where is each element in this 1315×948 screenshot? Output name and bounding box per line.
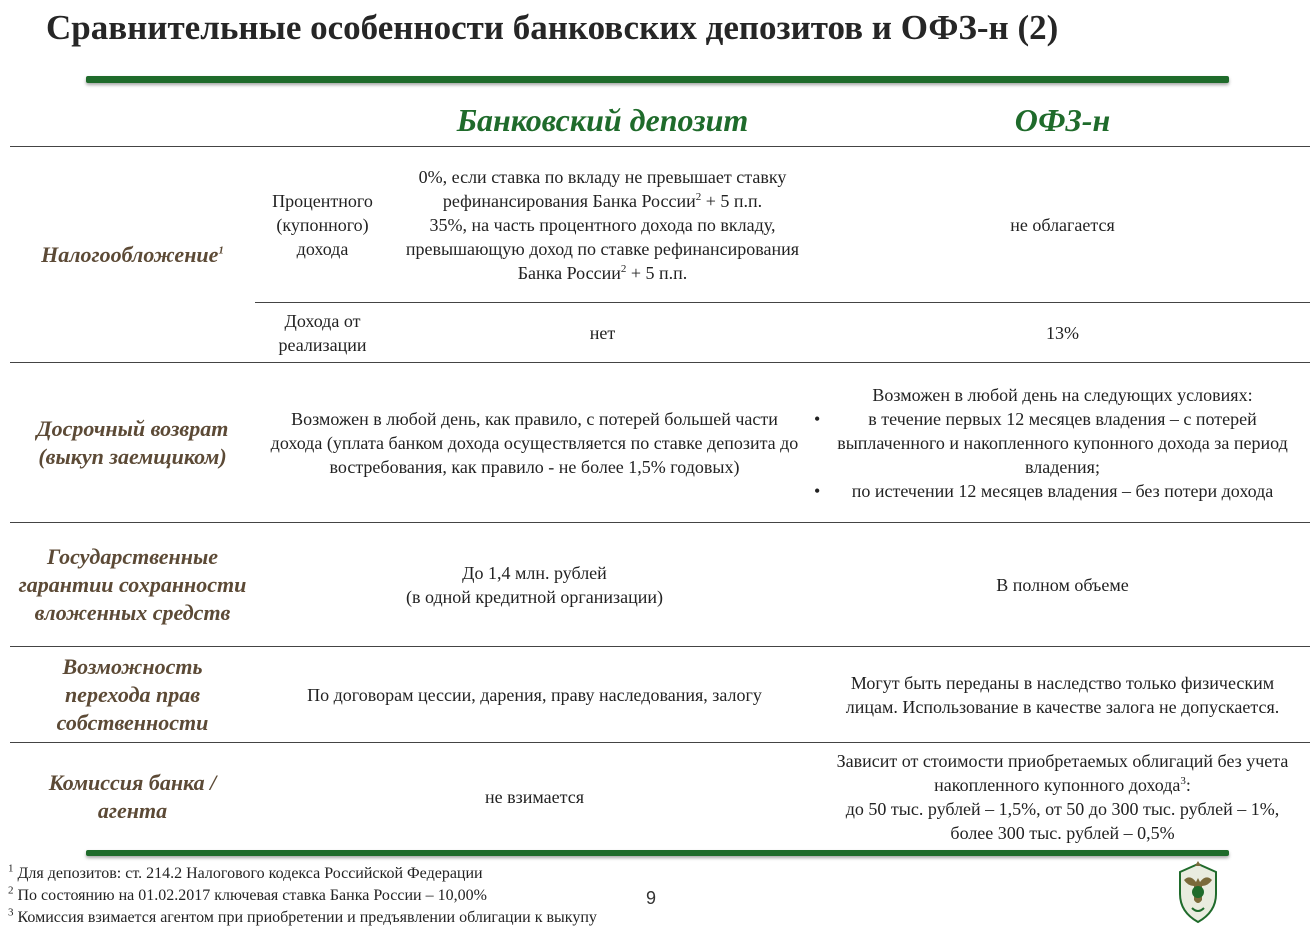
row-label-ownership-transfer: Возможность перехода прав собственности [56,653,209,735]
title-divider [86,76,1229,83]
guarantee-ofz: В полном объеме [996,574,1129,595]
guarantee-deposit: До 1,4 млн. рублей (в одной кредитной организации) [406,562,663,607]
commission-ofz: Зависит от стоимости приобретаемых облигаций без учета накопленного купонного дохода$^3$: до 50 тыс. рублей – 1,5%, от 50 до 300 тыс. рублей – 1%, более 300 тыс. рублей – 0,5% [836,751,1289,843]
commission-deposit: не взимается [485,787,584,807]
column-header-ofz: ОФЗ-н [1014,101,1111,138]
tax-interest-deposit: 0%, если ставка по вкладу не превышает ставку рефинансирования Банка России$^2$ + 5 п.п. 35%, на часть процентного дохода по вкладу, превышающую доход по ставке рефинансирования Банка России$^2$ + 5 п.п. [405,166,800,283]
early-redemption-deposit: Возможен в любой день, как правило, с потерей большей части дохода (уплата банком дохода осуществляется по ставке депозита до востребования, как правило - не более 1,5% годовых) [270,408,799,477]
tax-sale-ofz: 13% [1046,322,1079,343]
row-label-state-guarantees: Государственные гарантии сохранности вложенных средств [18,543,247,625]
list-item: • по истечении 12 месяцев владения – без потери дохода [820,479,1305,503]
early-redemption-ofz: Возможен в любой день на следующих условиях: • в течение первых 12 месяцев владения – с потерей выплаченного и накопленного купонного дохода за период владения; • по истечении 12 месяцев владения – без потери дохода [820,363,1305,522]
list-item: • в течение первых 12 месяцев владения – с потерей выплаченного и накопленного купонного дохода за период владения; [820,407,1305,479]
row-label-taxation: Налогообложение$^1$ [41,241,224,267]
bank-of-russia-emblem-icon [1172,860,1224,926]
sublabel-sale-income: Дохода от реализации [278,310,367,355]
ownership-transfer-ofz: Могут быть переданы в наследство только физическим лицам. Использование в качестве залога не допускается. [845,672,1280,717]
footnote-3: $^3$ Комиссия взимается агентом при приобретении и предъявлении облигации к выкупу [8,906,597,926]
footer-divider [86,850,1229,856]
page-number: 9 [646,888,657,908]
sublabel-interest-income: Процентного (купонного) дохода [272,190,373,259]
row-label-early-redemption: Досрочный возврат (выкуп заемщиком) [36,415,229,469]
footnote-2: $^2$ По состоянию на 01.02.2017 ключевая ставка Банка России – 10,00% [8,884,487,904]
tax-interest-ofz: не облагается [1010,214,1115,235]
row-label-commission: Комиссия банка / агента [48,770,217,823]
footnote-1: $^1$ Для депозитов: ст. 214.2 Налогового кодекса Российской Федерации [8,862,483,882]
tax-sale-deposit: нет [589,322,616,343]
page-title: Сравнительные особенности банковских депозитов и ОФЗ-н (2) [46,8,1059,47]
column-header-deposit: Банковский депозит [456,101,749,138]
ownership-transfer-deposit: По договорам цессии, дарения, праву наследования, залогу [307,684,762,705]
